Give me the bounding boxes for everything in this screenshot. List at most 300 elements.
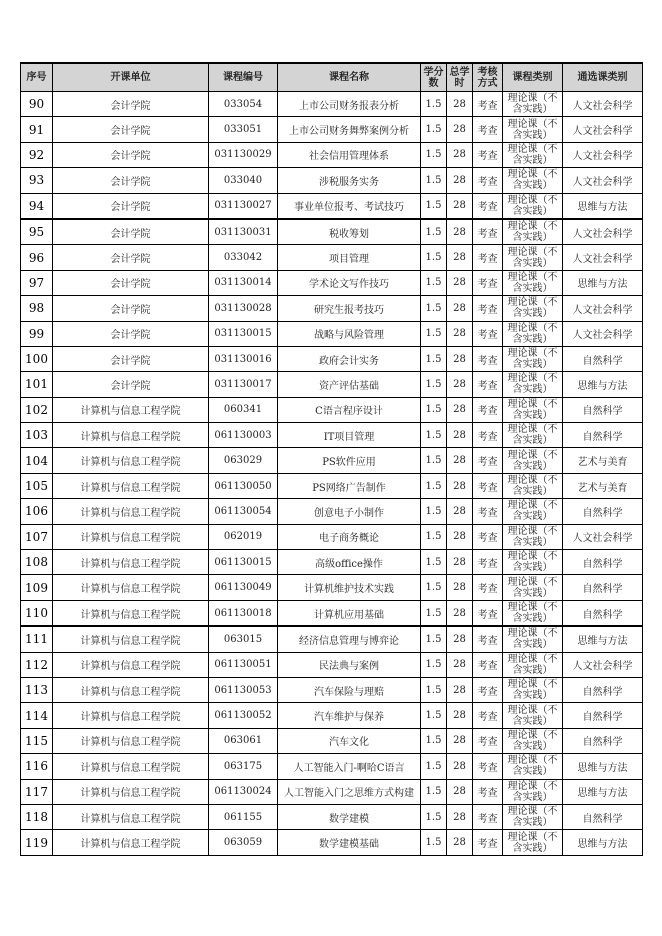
course-type-cell: 理论课（不含实践） [503, 245, 563, 270]
course-type-cell: 理论课（不含实践） [503, 728, 563, 753]
assessment-cell: 考查 [473, 168, 503, 193]
course-code-cell: 031130031 [209, 219, 278, 245]
table-row [21, 397, 643, 422]
course-code-cell: 062019 [209, 524, 278, 549]
course-code-cell: 031130016 [209, 346, 278, 371]
unit-cell: 会计学院 [53, 117, 209, 142]
course-code-cell: 031130015 [209, 321, 278, 346]
course-name-cell: IT项目管理 [278, 423, 421, 448]
row-no-cell: 107 [21, 524, 53, 549]
general-category-cell: 自然科学 [563, 550, 643, 575]
course-name-cell: 计算机应用基础 [278, 600, 421, 626]
row-no-cell: 103 [21, 423, 53, 448]
course-code-cell: 061130049 [209, 575, 278, 600]
general-category-cell: 自然科学 [563, 397, 643, 422]
credits-cell: 1.5 [421, 92, 447, 117]
course-type-cell: 理论课（不含实践） [503, 219, 563, 245]
course-type-cell: 理论课（不含实践） [503, 92, 563, 117]
header-assessment: 考核方式 [473, 63, 503, 92]
hours-cell: 28 [447, 142, 473, 167]
course-code-cell: 063175 [209, 754, 278, 779]
course-type-cell: 理论课（不含实践） [503, 296, 563, 321]
table-row [21, 779, 643, 804]
assessment-cell: 考查 [473, 397, 503, 422]
credits-cell: 1.5 [421, 270, 447, 295]
general-category-cell: 自然科学 [563, 575, 643, 600]
assessment-cell: 考查 [473, 245, 503, 270]
general-category-cell: 艺术与美育 [563, 448, 643, 473]
assessment-cell: 考查 [473, 473, 503, 498]
course-name-cell: 战略与风险管理 [278, 321, 421, 346]
table-row [21, 728, 643, 753]
table-row [21, 703, 643, 728]
header-hours: 总学时 [447, 63, 473, 92]
credits-cell: 1.5 [421, 804, 447, 829]
hours-cell: 28 [447, 626, 473, 652]
unit-cell: 计算机与信息工程学院 [53, 728, 209, 753]
course-type-cell: 理论课（不含实践） [503, 270, 563, 295]
assessment-cell: 考查 [473, 296, 503, 321]
credits-cell: 1.5 [421, 652, 447, 677]
course-type-cell: 理论课（不含实践） [503, 524, 563, 549]
table-row [21, 600, 643, 626]
credits-cell: 1.5 [421, 575, 447, 600]
assessment-cell: 考查 [473, 448, 503, 473]
assessment-cell: 考查 [473, 600, 503, 626]
general-category-cell: 人文社会科学 [563, 321, 643, 346]
table-row [21, 117, 643, 142]
course-name-cell: 事业单位报考、考试技巧 [278, 193, 421, 219]
assessment-cell: 考查 [473, 524, 503, 549]
table-row [21, 423, 643, 448]
course-code-cell: 061130015 [209, 550, 278, 575]
credits-cell: 1.5 [421, 142, 447, 167]
course-name-cell: 资产评估基础 [278, 372, 421, 397]
assessment-cell: 考查 [473, 804, 503, 829]
row-no-cell: 90 [21, 92, 53, 117]
general-category-cell: 思维与方法 [563, 270, 643, 295]
row-no-cell: 118 [21, 804, 53, 829]
general-category-cell: 自然科学 [563, 499, 643, 524]
hours-cell: 28 [447, 575, 473, 600]
course-type-cell: 理论课（不含实践） [503, 652, 563, 677]
course-name-cell: 人工智能入门-啊哈C语言 [278, 754, 421, 779]
course-name-cell: 电子商务概论 [278, 524, 421, 549]
course-code-cell: 031130028 [209, 296, 278, 321]
course-type-cell: 理论课（不含实践） [503, 372, 563, 397]
course-name-cell: 数学建模 [278, 804, 421, 829]
hours-cell: 28 [447, 321, 473, 346]
general-category-cell: 思维与方法 [563, 754, 643, 779]
credits-cell: 1.5 [421, 372, 447, 397]
course-type-cell: 理论课（不含实践） [503, 117, 563, 142]
row-no-cell: 110 [21, 600, 53, 626]
hours-cell: 28 [447, 779, 473, 804]
course-name-cell: 汽车保险与理赔 [278, 677, 421, 702]
unit-cell: 会计学院 [53, 142, 209, 167]
course-name-cell: 研究生报考技巧 [278, 296, 421, 321]
general-category-cell: 人文社会科学 [563, 168, 643, 193]
credits-cell: 1.5 [421, 703, 447, 728]
unit-cell: 计算机与信息工程学院 [53, 626, 209, 652]
course-name-cell: 汽车维护与保养 [278, 703, 421, 728]
table-row [21, 524, 643, 549]
assessment-cell: 考查 [473, 728, 503, 753]
unit-cell: 计算机与信息工程学院 [53, 830, 209, 855]
general-category-cell: 自然科学 [563, 728, 643, 753]
credits-cell: 1.5 [421, 245, 447, 270]
row-no-cell: 96 [21, 245, 53, 270]
course-name-cell: 数学建模基础 [278, 830, 421, 855]
course-name-cell: 涉税服务实务 [278, 168, 421, 193]
course-code-cell: 061130050 [209, 473, 278, 498]
unit-cell: 计算机与信息工程学院 [53, 804, 209, 829]
course-type-cell: 理论课（不含实践） [503, 626, 563, 652]
course-code-cell: 031130029 [209, 142, 278, 167]
hours-cell: 28 [447, 92, 473, 117]
header-course-type: 课程类别 [503, 63, 563, 92]
course-type-cell: 理论课（不含实践） [503, 346, 563, 371]
unit-cell: 计算机与信息工程学院 [53, 550, 209, 575]
credits-cell: 1.5 [421, 219, 447, 245]
course-code-cell: 061155 [209, 804, 278, 829]
course-code-cell: 061130054 [209, 499, 278, 524]
unit-cell: 会计学院 [53, 372, 209, 397]
table-row [21, 804, 643, 829]
hours-cell: 28 [447, 117, 473, 142]
credits-cell: 1.5 [421, 168, 447, 193]
credits-cell: 1.5 [421, 550, 447, 575]
hours-cell: 28 [447, 397, 473, 422]
hours-cell: 28 [447, 168, 473, 193]
unit-cell: 计算机与信息工程学院 [53, 600, 209, 626]
credits-cell: 1.5 [421, 448, 447, 473]
unit-cell: 会计学院 [53, 245, 209, 270]
hours-cell: 28 [447, 193, 473, 219]
course-type-cell: 理论课（不含实践） [503, 703, 563, 728]
course-name-cell: 民法典与案例 [278, 652, 421, 677]
general-category-cell: 思维与方法 [563, 626, 643, 652]
course-code-cell: 060341 [209, 397, 278, 422]
credits-cell: 1.5 [421, 117, 447, 142]
course-name-cell: 计算机维护技术实践 [278, 575, 421, 600]
course-name-cell: 政府会计实务 [278, 346, 421, 371]
credits-cell: 1.5 [421, 321, 447, 346]
credits-cell: 1.5 [421, 728, 447, 753]
hours-cell: 28 [447, 703, 473, 728]
row-no-cell: 92 [21, 142, 53, 167]
course-code-cell: 033042 [209, 245, 278, 270]
table-row [21, 499, 643, 524]
table-row [21, 652, 643, 677]
hours-cell: 28 [447, 219, 473, 245]
assessment-cell: 考查 [473, 142, 503, 167]
unit-cell: 会计学院 [53, 296, 209, 321]
course-type-cell: 理论课（不含实践） [503, 830, 563, 855]
header-no: 序号 [21, 63, 53, 92]
unit-cell: 会计学院 [53, 219, 209, 245]
unit-cell: 计算机与信息工程学院 [53, 473, 209, 498]
unit-cell: 会计学院 [53, 168, 209, 193]
general-category-cell: 自然科学 [563, 804, 643, 829]
row-no-cell: 116 [21, 754, 53, 779]
hours-cell: 28 [447, 600, 473, 626]
general-category-cell: 自然科学 [563, 677, 643, 702]
hours-cell: 28 [447, 550, 473, 575]
course-code-cell: 061130051 [209, 652, 278, 677]
table-row [21, 346, 643, 371]
course-type-cell: 理论课（不含实践） [503, 142, 563, 167]
table-row [21, 168, 643, 193]
credits-cell: 1.5 [421, 600, 447, 626]
general-category-cell: 人文社会科学 [563, 524, 643, 549]
assessment-cell: 考查 [473, 626, 503, 652]
course-code-cell: 061130003 [209, 423, 278, 448]
course-name-cell: C语言程序设计 [278, 397, 421, 422]
row-no-cell: 94 [21, 193, 53, 219]
unit-cell: 计算机与信息工程学院 [53, 754, 209, 779]
row-no-cell: 100 [21, 346, 53, 371]
assessment-cell: 考查 [473, 499, 503, 524]
unit-cell: 计算机与信息工程学院 [53, 779, 209, 804]
course-code-cell: 033040 [209, 168, 278, 193]
row-no-cell: 102 [21, 397, 53, 422]
course-code-cell: 063029 [209, 448, 278, 473]
course-type-cell: 理论课（不含实践） [503, 550, 563, 575]
course-type-cell: 理论课（不含实践） [503, 677, 563, 702]
hours-cell: 28 [447, 245, 473, 270]
table-row [21, 296, 643, 321]
table-row [21, 270, 643, 295]
course-name-cell: 经济信息管理与博弈论 [278, 626, 421, 652]
table-row [21, 550, 643, 575]
assessment-cell: 考查 [473, 92, 503, 117]
header-code: 课程编号 [209, 63, 278, 92]
credits-cell: 1.5 [421, 423, 447, 448]
assessment-cell: 考查 [473, 423, 503, 448]
row-no-cell: 119 [21, 830, 53, 855]
general-category-cell: 人文社会科学 [563, 652, 643, 677]
table-row [21, 830, 643, 855]
general-category-cell: 自然科学 [563, 600, 643, 626]
hours-cell: 28 [447, 499, 473, 524]
general-category-cell: 人文社会科学 [563, 142, 643, 167]
assessment-cell: 考查 [473, 575, 503, 600]
general-category-cell: 人文社会科学 [563, 92, 643, 117]
course-type-cell: 理论课（不含实践） [503, 804, 563, 829]
row-no-cell: 104 [21, 448, 53, 473]
course-type-cell: 理论课（不含实践） [503, 397, 563, 422]
row-no-cell: 98 [21, 296, 53, 321]
table-row [21, 219, 643, 245]
hours-cell: 28 [447, 830, 473, 855]
assessment-cell: 考查 [473, 652, 503, 677]
hours-cell: 28 [447, 728, 473, 753]
assessment-cell: 考查 [473, 372, 503, 397]
assessment-cell: 考查 [473, 117, 503, 142]
row-no-cell: 91 [21, 117, 53, 142]
credits-cell: 1.5 [421, 754, 447, 779]
credits-cell: 1.5 [421, 397, 447, 422]
row-no-cell: 117 [21, 779, 53, 804]
row-no-cell: 111 [21, 626, 53, 652]
unit-cell: 会计学院 [53, 92, 209, 117]
row-no-cell: 114 [21, 703, 53, 728]
general-category-cell: 自然科学 [563, 423, 643, 448]
assessment-cell: 考查 [473, 270, 503, 295]
table-row [21, 321, 643, 346]
hours-cell: 28 [447, 270, 473, 295]
row-no-cell: 99 [21, 321, 53, 346]
course-name-cell: 上市公司财务报表分析 [278, 92, 421, 117]
assessment-cell: 考查 [473, 550, 503, 575]
course-code-cell: 063061 [209, 728, 278, 753]
course-type-cell: 理论课（不含实践） [503, 448, 563, 473]
credits-cell: 1.5 [421, 473, 447, 498]
course-table [20, 62, 643, 856]
unit-cell: 计算机与信息工程学院 [53, 524, 209, 549]
unit-cell: 会计学院 [53, 321, 209, 346]
assessment-cell: 考查 [473, 703, 503, 728]
course-name-cell: 汽车文化 [278, 728, 421, 753]
course-type-cell: 理论课（不含实践） [503, 168, 563, 193]
assessment-cell: 考查 [473, 346, 503, 371]
hours-cell: 28 [447, 346, 473, 371]
hours-cell: 28 [447, 524, 473, 549]
general-category-cell: 思维与方法 [563, 193, 643, 219]
course-code-cell: 061130052 [209, 703, 278, 728]
course-name-cell: PS软件应用 [278, 448, 421, 473]
unit-cell: 会计学院 [53, 270, 209, 295]
row-no-cell: 112 [21, 652, 53, 677]
unit-cell: 计算机与信息工程学院 [53, 448, 209, 473]
row-no-cell: 105 [21, 473, 53, 498]
hours-cell: 28 [447, 473, 473, 498]
header-general-category: 通选课类别 [563, 63, 643, 92]
course-code-cell: 063015 [209, 626, 278, 652]
course-name-cell: 人工智能入门之思维方式构建 [278, 779, 421, 804]
assessment-cell: 考查 [473, 193, 503, 219]
credits-cell: 1.5 [421, 677, 447, 702]
general-category-cell: 思维与方法 [563, 830, 643, 855]
course-name-cell: PS网络广告制作 [278, 473, 421, 498]
general-category-cell: 人文社会科学 [563, 245, 643, 270]
unit-cell: 会计学院 [53, 193, 209, 219]
course-name-cell: 创意电子小制作 [278, 499, 421, 524]
general-category-cell: 艺术与美育 [563, 473, 643, 498]
table-row [21, 754, 643, 779]
table-row [21, 677, 643, 702]
assessment-cell: 考查 [473, 779, 503, 804]
course-type-cell: 理论课（不含实践） [503, 473, 563, 498]
table-row [21, 92, 643, 117]
header-unit: 开课单位 [53, 63, 209, 92]
general-category-cell: 自然科学 [563, 346, 643, 371]
hours-cell: 28 [447, 677, 473, 702]
unit-cell: 计算机与信息工程学院 [53, 397, 209, 422]
row-no-cell: 95 [21, 219, 53, 245]
general-category-cell: 人文社会科学 [563, 219, 643, 245]
unit-cell: 计算机与信息工程学院 [53, 652, 209, 677]
hours-cell: 28 [447, 652, 473, 677]
course-type-cell: 理论课（不含实践） [503, 575, 563, 600]
row-no-cell: 93 [21, 168, 53, 193]
course-type-cell: 理论课（不含实践） [503, 779, 563, 804]
table-row [21, 142, 643, 167]
credits-cell: 1.5 [421, 499, 447, 524]
general-category-cell: 人文社会科学 [563, 296, 643, 321]
row-no-cell: 109 [21, 575, 53, 600]
general-category-cell: 思维与方法 [563, 372, 643, 397]
course-code-cell: 063059 [209, 830, 278, 855]
assessment-cell: 考查 [473, 754, 503, 779]
course-name-cell: 税收筹划 [278, 219, 421, 245]
table-row [21, 372, 643, 397]
course-code-cell: 061130053 [209, 677, 278, 702]
hours-cell: 28 [447, 423, 473, 448]
header-credits: 学分数 [421, 63, 447, 92]
row-no-cell: 101 [21, 372, 53, 397]
row-no-cell: 113 [21, 677, 53, 702]
hours-cell: 28 [447, 804, 473, 829]
table-row [21, 448, 643, 473]
hours-cell: 28 [447, 372, 473, 397]
table-row [21, 626, 643, 652]
course-type-cell: 理论课（不含实践） [503, 193, 563, 219]
unit-cell: 会计学院 [53, 346, 209, 371]
course-type-cell: 理论课（不含实践） [503, 321, 563, 346]
row-no-cell: 108 [21, 550, 53, 575]
general-category-cell: 自然科学 [563, 703, 643, 728]
course-type-cell: 理论课（不含实践） [503, 754, 563, 779]
row-no-cell: 97 [21, 270, 53, 295]
table-row [21, 193, 643, 219]
course-type-cell: 理论课（不含实践） [503, 423, 563, 448]
course-name-cell: 社会信用管理体系 [278, 142, 421, 167]
header-name: 课程名称 [278, 63, 421, 92]
hours-cell: 28 [447, 448, 473, 473]
table-row [21, 575, 643, 600]
credits-cell: 1.5 [421, 626, 447, 652]
course-code-cell: 033051 [209, 117, 278, 142]
course-code-cell: 031130014 [209, 270, 278, 295]
hours-cell: 28 [447, 754, 473, 779]
course-type-cell: 理论课（不含实践） [503, 499, 563, 524]
credits-cell: 1.5 [421, 830, 447, 855]
course-type-cell: 理论课（不含实践） [503, 600, 563, 626]
credits-cell: 1.5 [421, 296, 447, 321]
course-name-cell: 高级office操作 [278, 550, 421, 575]
course-name-cell: 上市公司财务舞弊案例分析 [278, 117, 421, 142]
course-code-cell: 061130024 [209, 779, 278, 804]
table-row [21, 245, 643, 270]
assessment-cell: 考查 [473, 219, 503, 245]
unit-cell: 计算机与信息工程学院 [53, 499, 209, 524]
course-code-cell: 033054 [209, 92, 278, 117]
credits-cell: 1.5 [421, 779, 447, 804]
general-category-cell: 思维与方法 [563, 779, 643, 804]
row-no-cell: 115 [21, 728, 53, 753]
table-header-row [21, 63, 643, 92]
course-code-cell: 031130027 [209, 193, 278, 219]
unit-cell: 计算机与信息工程学院 [53, 677, 209, 702]
general-category-cell: 人文社会科学 [563, 117, 643, 142]
course-code-cell: 031130017 [209, 372, 278, 397]
assessment-cell: 考查 [473, 830, 503, 855]
credits-cell: 1.5 [421, 346, 447, 371]
course-name-cell: 学术论文写作技巧 [278, 270, 421, 295]
unit-cell: 计算机与信息工程学院 [53, 703, 209, 728]
